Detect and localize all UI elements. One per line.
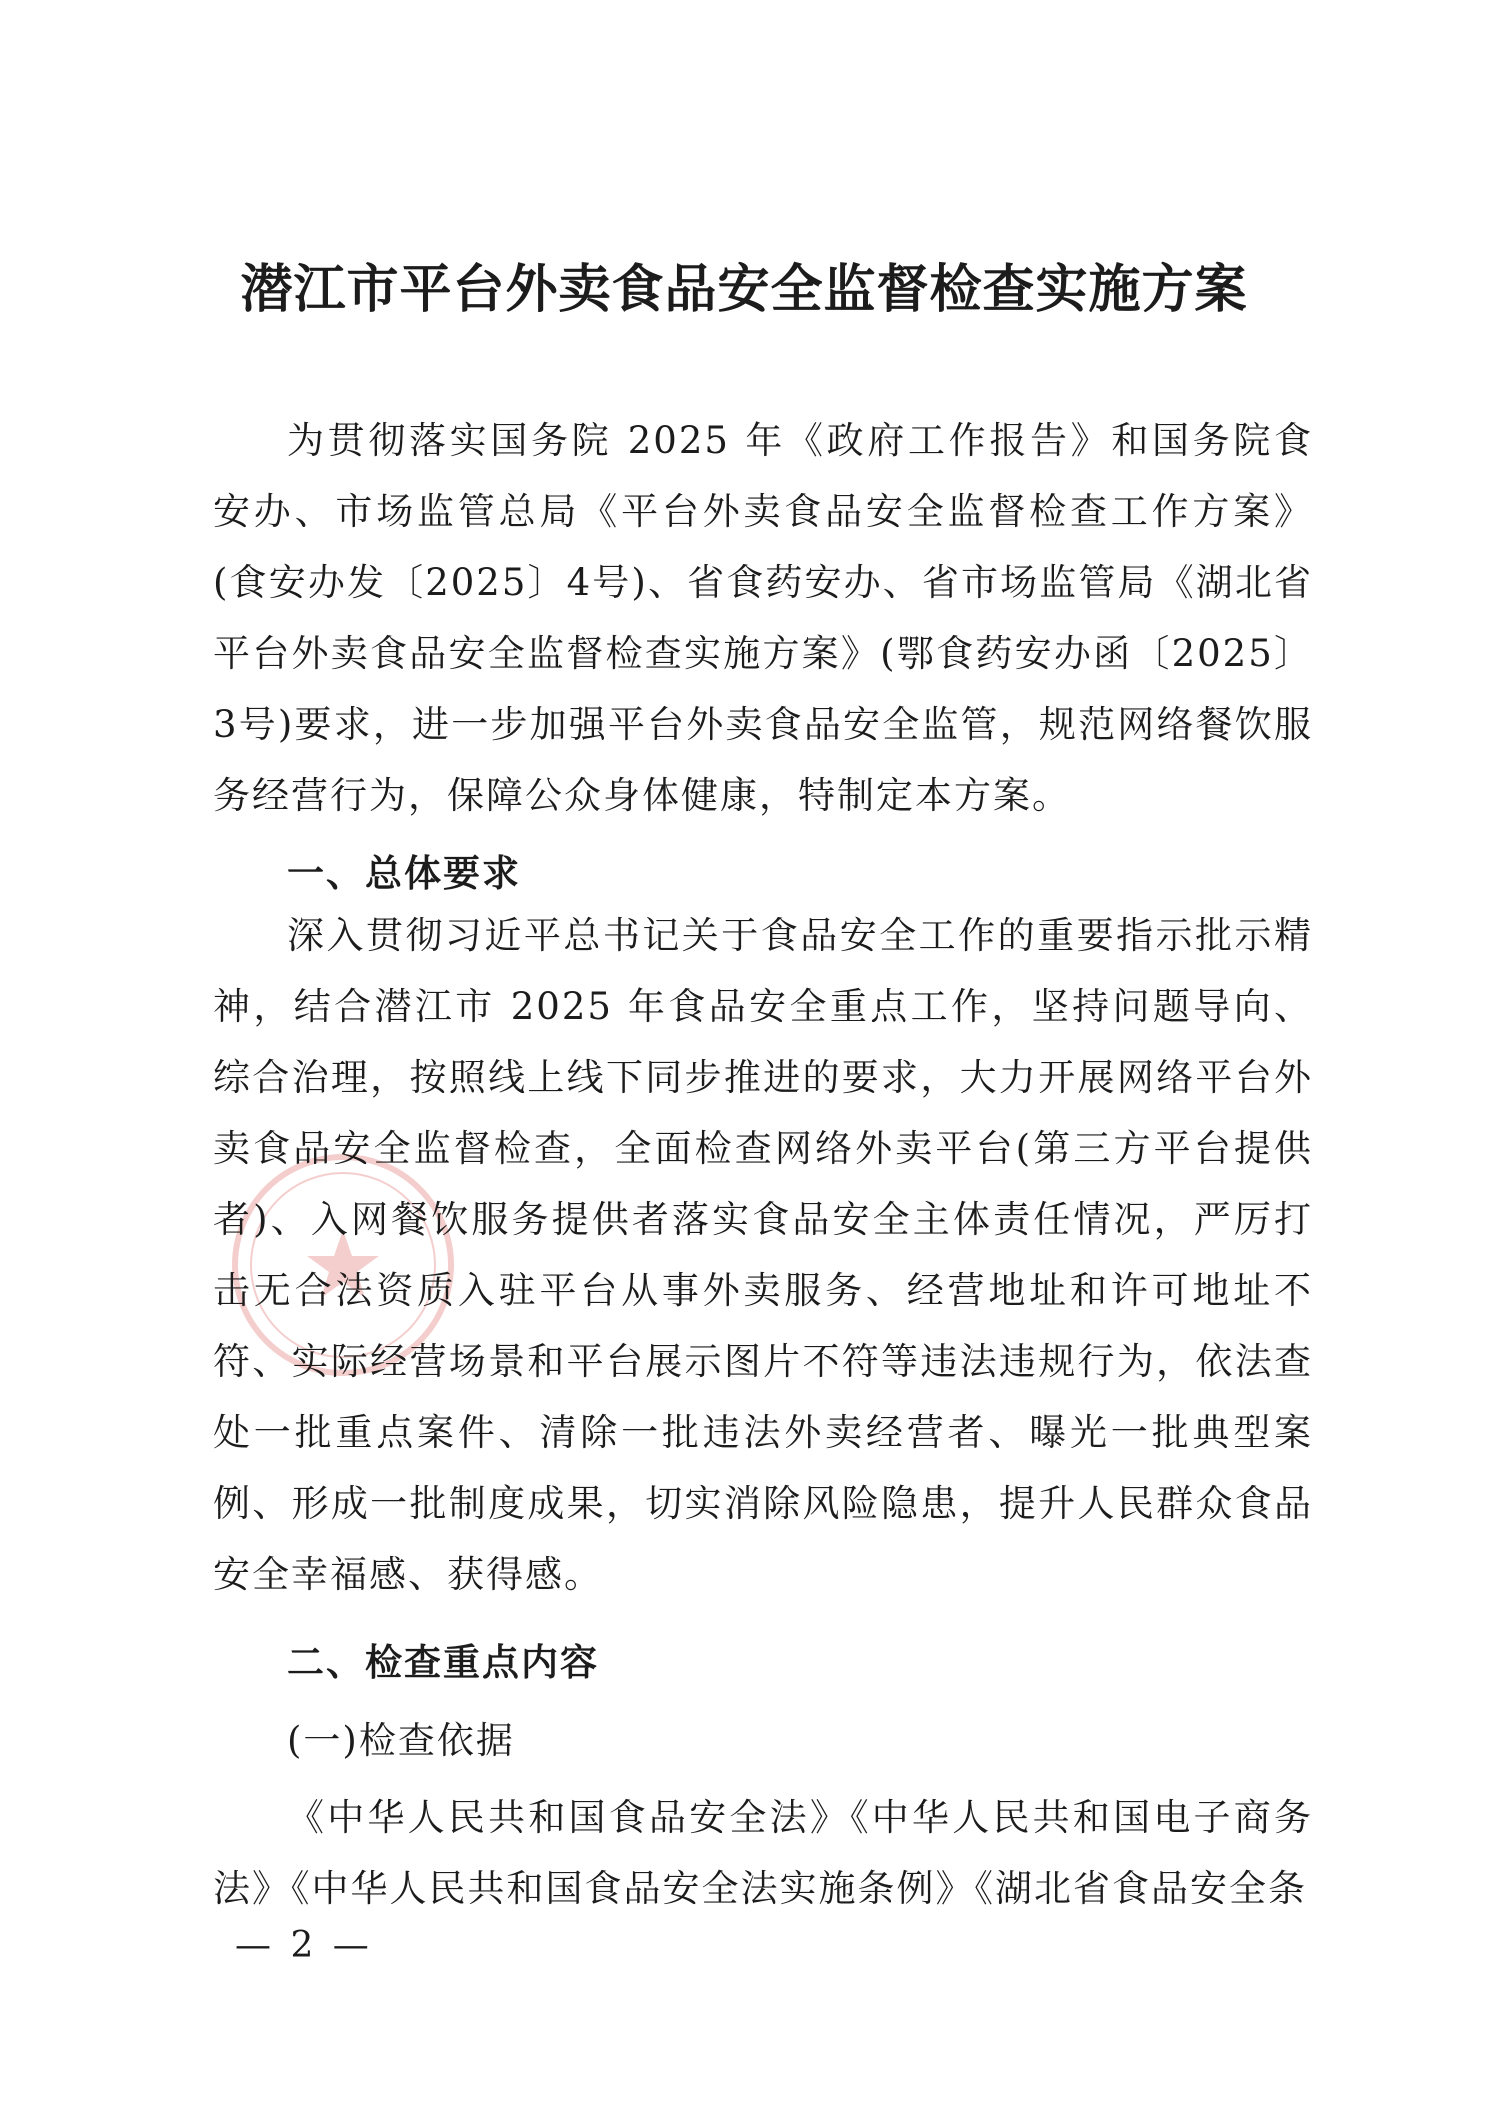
laws-paragraph: 《中华人民共和国食品安全法》《中华人民共和国电子商务法》《中华人民共和国食品安全法实施条例》《湖北省食品安全条 bbox=[213, 1796, 1313, 1910]
intro-paragraph: 为贯彻落实国务院 2025 年《政府工作报告》和国务院食安办、市场监管总局《平台外卖食品安全监督检查工作方案》(食安办发〔2025〕4号)、省食药安办、省市场监管局《湖北省平台外卖食品安全监督检查实施方案》(鄂食药安办函〔2025〕3号)要求，进一步加强平台外卖食品安全监管，规范网络餐饮服务经营行为，保障公众身体健康，特制定本方案。 bbox=[213, 419, 1313, 817]
subsection-heading-inspection-basis: (一)检查依据 bbox=[287, 1719, 515, 1762]
section-heading-overall-requirements: 一、总体要求 bbox=[287, 852, 521, 895]
section-heading-inspection-focus: 二、检查重点内容 bbox=[287, 1641, 599, 1684]
overview-paragraph: 深入贯彻习近平总书记关于食品安全工作的重要指示批示精神，结合潜江市 2025 年食品安全重点工作，坚持问题导向、综合治理，按照线上线下同步推进的要求，大力开展网络平台外卖食品安全监督检查，全面检查网络外卖平台(第三方平台提供者)、入网餐饮服务提供者落实食品安全主体责任情况，严厉打击无合法资质入驻平台从事外卖服务、经营地址和许可地址不符、实际经营场景和平台展示图片不符等违法违规行为，依法查处一批重点案件、清除一批违法外卖经营者、曝光一批典型案例、形成一批制度成果，切实消除风险隐患，提升人民群众食品安全幸福感、获得感。 bbox=[213, 914, 1313, 1596]
page-number: — 2 — bbox=[235, 1925, 373, 1966]
document-title: 潜江市平台外卖食品安全监督检查实施方案 bbox=[240, 259, 1248, 320]
